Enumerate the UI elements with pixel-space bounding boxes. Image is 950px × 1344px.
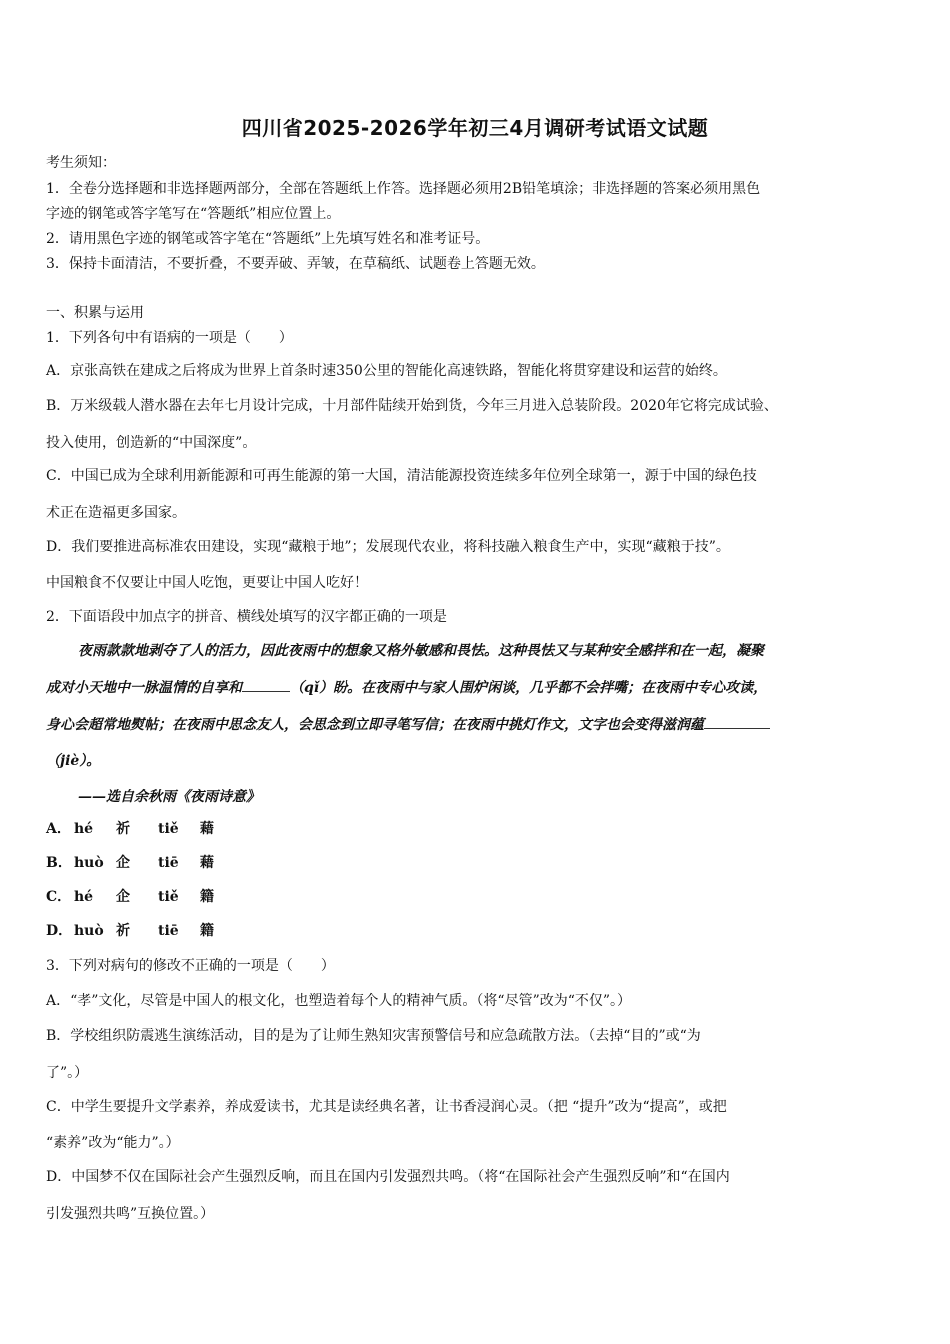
notice-heading: 考生须知： <box>46 155 116 171</box>
q3-option-d-line2: 引发强烈共鸣”互换位置。） <box>46 1206 215 1222</box>
q1-option-c-line1: C．中国已成为全球利用新能源和可再生能源的第一大国，清洁能源投资连续多年位列全球第一，源于中国的绿色技 <box>46 468 757 484</box>
notice-line-2: 字迹的钢笔或答字笔写在“答题纸”相应位置上。 <box>46 206 341 222</box>
q1-option-b-line1: B．万米级载人潜水器在去年七月设计完成，十月部件陆续开始到货，今年三月进入总装阶段。2020年它将完成试验、 <box>46 398 778 414</box>
q2-passage-line3-a: 身心会超常地熨帖；在夜雨中思念友人，会思念到立即寻笔写信；在夜雨中挑灯作文，文字也会变得滋润蕴 <box>46 717 704 733</box>
q1-option-d-line2: 中国粮食不仅要让中国人吃饱，更要让中国人吃好！ <box>46 575 368 591</box>
q3-option-c-line2: “素养”改为“能力”。） <box>46 1135 180 1151</box>
q2-passage-line1: 夜雨款款地剥夺了人的活力，因此夜雨中的想象又格外敏感和畏怯。这种畏怯又与某种安全感拌和在一起，凝聚 <box>78 643 764 659</box>
q2-passage-line2-a: 成对小天地中一脉温情的自享和 <box>46 680 242 696</box>
q2-option-d: D． huò 祈 tiē 籍 <box>46 923 214 939</box>
q2-stem: 2．下面语段中加点字的拼音、横线处填写的汉字都正确的一项是 <box>46 609 447 625</box>
q1-option-a: A．京张高铁在建成之后将成为世界上首条时速350公里的智能化高速铁路，智能化将贯穿建设和运营的始终。 <box>46 363 727 379</box>
q3-option-b-line2: 了”。） <box>46 1065 89 1081</box>
q3-option-d-line1: D．中国梦不仅在国际社会产生强烈反响，而且在国内引发强烈共鸣。（将“在国际社会产生强烈反响”和“在国内 <box>46 1169 730 1185</box>
notice-line-4: 3．保持卡面清洁，不要折叠，不要弄破、弄皱，在草稿纸、试题卷上答题无效。 <box>46 256 545 272</box>
q1-option-c-line2: 术正在造福更多国家。 <box>46 505 186 521</box>
q3-option-a: A．“孝”文化，尽管是中国人的根文化，也塑造着每个人的精神气质。（将“尽管”改为“不仅”。） <box>46 993 632 1009</box>
q2-passage-line2-b: （qǐ）盼。在夜雨中与家人围炉闲谈，几乎都不会拌嘴；在夜雨中专心攻读， <box>290 680 768 696</box>
notice-line-1: 1．全卷分选择题和非选择题两部分，全部在答题纸上作答。选择题必须用2B铅笔填涂；非选择题的答案必须用黑色 <box>46 181 761 197</box>
q2-option-c: C． hé 企 tiě 籍 <box>46 889 214 905</box>
q1-stem: 1．下列各句中有语病的一项是（ ） <box>46 330 293 346</box>
section-heading: 一、积累与运用 <box>46 305 144 321</box>
blank-1 <box>242 690 290 692</box>
q3-stem: 3．下列对病句的修改不正确的一项是（ ） <box>46 958 335 974</box>
blank-2 <box>704 727 770 729</box>
exam-title: 四川省2025-2026学年初三4月调研考试语文试题 <box>241 116 709 140</box>
q3-option-b-line1: B．学校组织防震逃生演练活动，目的是为了让师生熟知灾害预警信号和应急疏散方法。（去掉“目的”或“为 <box>46 1028 701 1044</box>
q3-option-c-line1: C．中学生要提升文学素养，养成爱读书，尤其是读经典名著，让书香浸润心灵。（把 “提升”改为“提高”，或把 <box>46 1099 727 1115</box>
notice-line-3: 2．请用黑色字迹的钢笔或答字笔在“答题纸”上先填写姓名和准考证号。 <box>46 231 490 247</box>
q2-option-b: B． huò 企 tiē 藉 <box>46 855 214 871</box>
q1-option-d-line1: D．我们要推进高标准农田建设，实现“藏粮于地”；发展现代农业，将科技融入粮食生产中，实现“藏粮于技”。 <box>46 539 730 555</box>
q2-passage-line3 <box>46 714 906 734</box>
q2-passage-line4: （jiè）。 <box>46 753 101 769</box>
q1-option-b-line2: 投入使用，创造新的“中国深度”。 <box>46 435 257 451</box>
q2-passage-line2 <box>46 677 906 697</box>
q2-option-a: A． hé 祈 tiě 藉 <box>46 821 214 837</box>
q2-source: ——选自余秋雨《夜雨诗意》 <box>78 789 260 805</box>
